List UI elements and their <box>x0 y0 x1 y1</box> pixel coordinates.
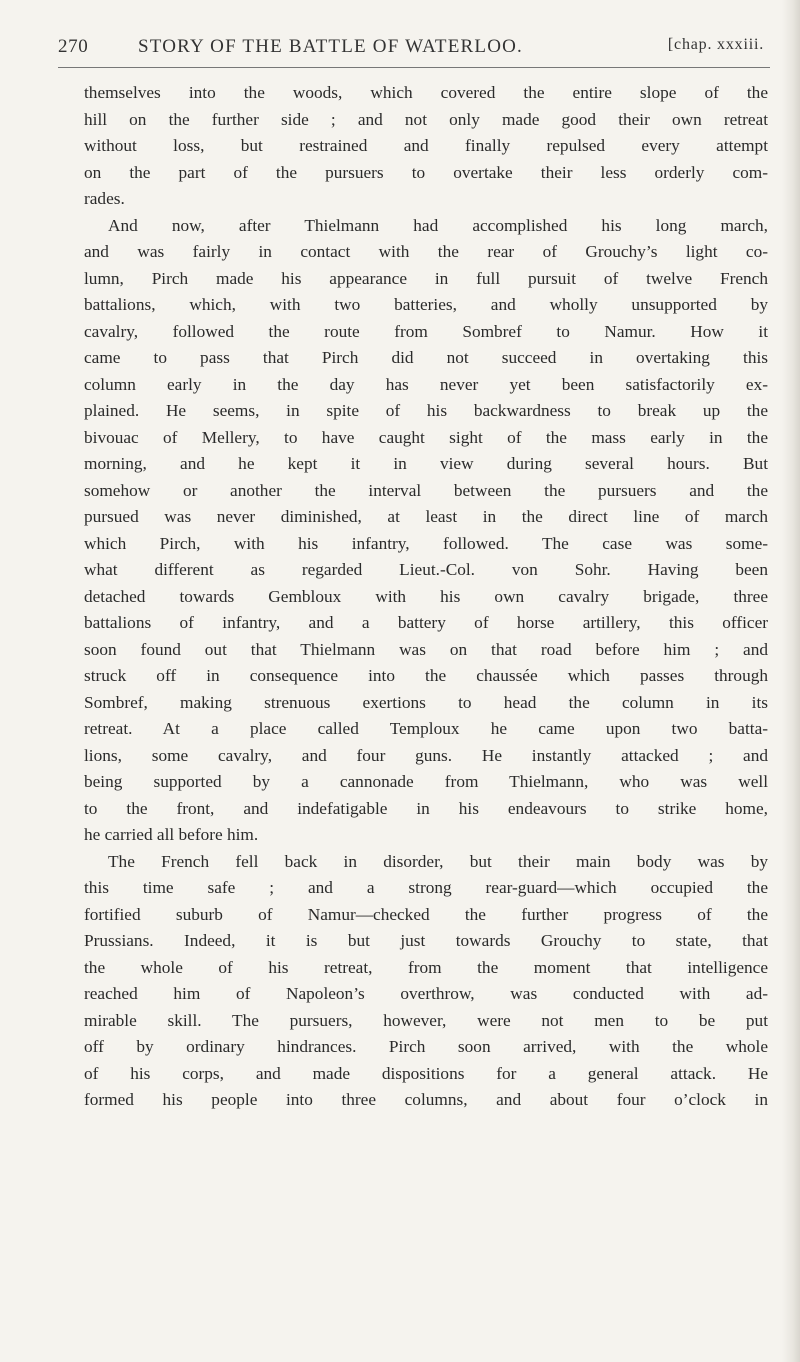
text-line: which Pirch, with his infantry, followed. The case was some- <box>84 533 768 553</box>
running-head <box>58 30 768 62</box>
text-line: lumn, Pirch made his appearance in full pursuit of twelve French <box>84 268 768 288</box>
text-line: he carried all before him. <box>84 825 259 844</box>
text-line: battalions, which, with two batteries, and wholly unsupported by <box>84 295 768 314</box>
text-line: morning, and he kept it in view during several hours. But <box>84 454 768 473</box>
text-line: of his corps, and made dispositions for a general attack. He <box>84 1063 768 1083</box>
text-line: mirable skill. The pursuers, however, were not men to be put <box>84 1010 768 1030</box>
header-rule <box>58 67 770 68</box>
text-line: plained. He seems, in spite of his backwardness to break up the <box>84 401 768 420</box>
body-text <box>84 80 768 1114</box>
text-line: being supported by a cannonade from Thielmann, who was well <box>84 772 768 791</box>
text-line: and was fairly in contact with the rear of Grouchy’s light co- <box>84 242 768 261</box>
text-line: struck off in consequence into the chaussée which passes through <box>84 666 768 685</box>
paragraph <box>84 80 768 213</box>
text-line: the whole of his retreat, from the moment that intelligence <box>84 957 768 977</box>
page-edge-shadow <box>782 0 800 1362</box>
text-line: on the part of the pursuers to overtake their less orderly com- <box>84 162 768 182</box>
text-line: cavalry, followed the route from Sombref to Namur. How it <box>84 321 768 341</box>
text-line: to the front, and indefatigable in his endeavours to strike home, <box>84 798 768 818</box>
text-line: battalions of infantry, and a battery of horse artillery, this officer <box>84 613 768 632</box>
text-line: came to pass that Pirch did not succeed in overtaking this <box>84 348 768 367</box>
text-line: Sombref, making strenuous exertions to head the column in its <box>84 692 768 712</box>
text-line: off by ordinary hindrances. Pirch soon arrived, with the whole <box>84 1037 768 1056</box>
paragraph <box>84 213 768 849</box>
text-line: column early in the day has never yet been satisfactorily ex- <box>84 374 768 394</box>
text-line: retreat. At a place called Temploux he came upon two batta- <box>84 719 768 738</box>
text-line: reached him of Napoleon’s overthrow, was conducted with ad- <box>84 984 768 1003</box>
chapter-reference: [chap. xxxiii. <box>667 36 764 53</box>
text-line: detached towards Gembloux with his own cavalry brigade, three <box>84 586 768 606</box>
text-line: bivouac of Mellery, to have caught sight of the mass early in the <box>84 427 768 447</box>
paragraph <box>84 849 768 1114</box>
running-title: STORY OF THE BATTLE OF WATERLOO. <box>138 36 524 57</box>
text-line: hill on the further side ; and not only made good their own retreat <box>84 109 768 129</box>
text-line: soon found out that Thielmann was on that road before him ; and <box>84 639 768 659</box>
text-line: Prussians. Indeed, it is but just towards Grouchy to state, that <box>84 931 768 950</box>
text-line: without loss, but restrained and finally repulsed every attempt <box>84 136 768 155</box>
text-line: And now, after Thielmann had accomplished his long march, <box>108 215 768 235</box>
text-line: pursued was never diminished, at least in the direct line of march <box>84 507 768 526</box>
text-line: themselves into the woods, which covered the entire slope of the <box>84 83 768 102</box>
text-line: somehow or another the interval between the pursuers and the <box>84 480 768 500</box>
text-line: what different as regarded Lieut.-Col. von Sohr. Having been <box>84 560 768 579</box>
text-line: formed his people into three columns, and about four o’clock in <box>84 1090 768 1109</box>
text-line: this time safe ; and a strong rear-guard—which occupied the <box>84 878 768 897</box>
text-line: rades. <box>84 189 125 208</box>
page-number: 270 <box>58 36 89 57</box>
text-line: The French fell back in disorder, but their main body was by <box>108 851 768 871</box>
text-line: lions, some cavalry, and four guns. He instantly attacked ; and <box>84 745 768 765</box>
text-line: fortified suburb of Namur—checked the further progress of the <box>84 904 768 924</box>
